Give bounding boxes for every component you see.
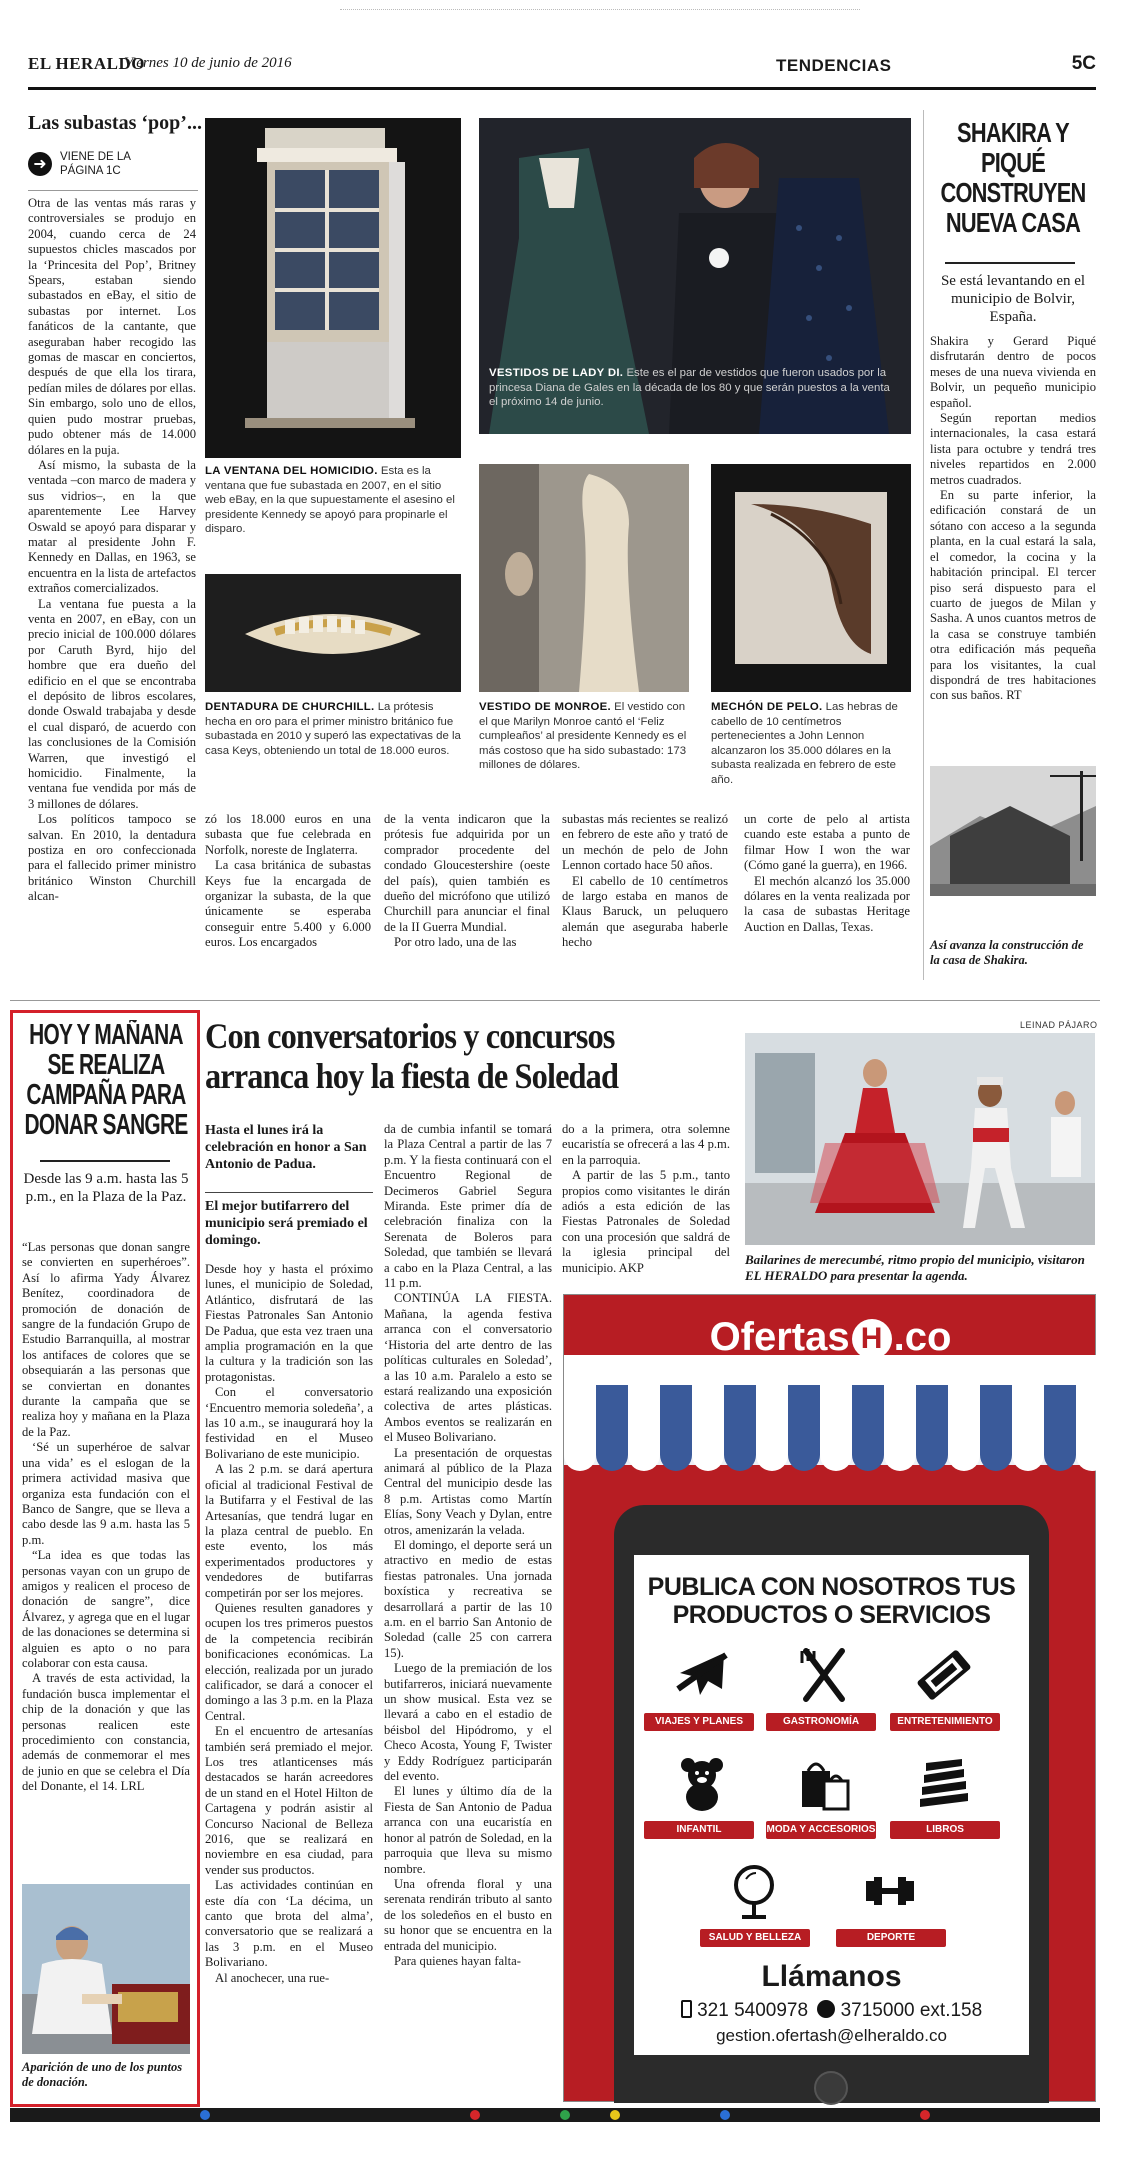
vestidos-caption — [489, 366, 901, 410]
ad-cta: Llámanos — [761, 1960, 902, 1993]
category-button[interactable]: DEPORTE — [836, 1929, 946, 1947]
subastas-jump[interactable] — [28, 150, 188, 184]
paragraph: Las actividades continúan en este día con ‘La décima, un canto que brota del alma’, conversatorio que se realizará a las 3 p.m. en el Museo Bolivariano. — [205, 1878, 373, 1970]
sangre-headline — [18, 1020, 194, 1140]
section-divider — [10, 1000, 1100, 1001]
paragraph: Los políticos tampoco se salvan. En 2010, la dentadura postiza en oro confeccionada para el fallecido primer ministro británico Winston Churchill alcan- — [28, 812, 196, 904]
paragraph: Luego de la premiación de los butifarreros, iniciará nuevamente un show musical. Esta vez se llevará a cabo en el estadio de béisbol del Hipódromo, y el Checo Acosta, Young F, Twister y Eddy Rodríguez participarán del evento. — [384, 1661, 552, 1784]
headline-text: HOY Y MAÑANA SE REALIZA CAMPAÑA PARA DONAR SANGRE — [24, 1020, 188, 1140]
soledad-col-3 — [562, 1122, 730, 1276]
shakira-body — [930, 334, 1096, 704]
paragraph: En el encuentro de artesanías también será premiado el mejor. Los tres atlanticenses más destacados se harán acreedores de un stand en el Hotel Hilton de Cartagena y podrán asistir al Concurso Nacional de Belleza 2016, que se realizará en noviembre en esa ciudad, para vender sus productos. — [205, 1724, 373, 1877]
brand-tld: .co — [893, 1315, 952, 1359]
dentadura-caption — [205, 700, 461, 758]
ad-brand — [564, 1313, 1097, 1361]
soledad-deck-1: Hasta el lunes irá la celebración en honor a San Antonio de Padua. — [205, 1123, 367, 1172]
ventana-caption — [205, 464, 461, 537]
sangre-body — [22, 1240, 190, 1795]
subastas-col-3 — [384, 812, 550, 951]
paragraph: Shakira y Gerard Piqué disfrutarán dentro de pocos meses de una nueva vivienda en Bolvir, un pequeño municipio español. — [930, 334, 1096, 410]
paragraph: CONTINÚA LA FIESTA. Mañana, la agenda festiva arranca con el conversatorio ‘Historia del arte dentro de las políticas culturales en Soledad’, a las 10 a.m. Paralelo a esto se estará realizando una exposición colectiva de artes plásticas. Ambos eventos se realizarán en el Museo Bolivariano. — [384, 1291, 552, 1445]
caption-text: El vestido con el que Marilyn Monroe cantó el ‘Feliz cumpleaños’ al presidente Kennedy es el más costoso que ha sido subastado: 173 millones de dólares. — [479, 701, 687, 771]
caption-title: DENTADURA DE CHURCHILL. — [205, 701, 375, 713]
caption-text: Este es el par de vestidos que fueron usados por la princesa Diana de Gales en la década de los 80 y que serán puestos a la venta el próximo 14 de junio. — [489, 367, 890, 408]
caption-title: VESTIDOS DE LADY DI. — [489, 367, 624, 379]
paragraph: El mechón alcanzó los 35.000 dólares en la venta realizada por la casa de subastas Heritage Auction en Dallas, Texas. — [744, 873, 910, 934]
paragraph: “Las personas que donan sangre se convierten en superhéroes”. Así lo afirma Yady Álvarez Benítez, coordinadora de promoción de donación de sangre de la fundación Grupo de Estudio Barranquilla, al mostrar los antifaces de colores que se obsequiarán a las personas que se conviertan en donantes durante la campaña que se realiza hoy y mañana en la Plaza de la Paz. — [22, 1240, 190, 1439]
mirror-icon — [724, 1861, 784, 1921]
paragraph: do a la primera, otra solemne eucaristía se ofrecerá a las 4 p.m. en la parroquia. — [562, 1122, 730, 1167]
ticket-icon — [914, 1645, 974, 1705]
pelo-photo — [711, 464, 911, 692]
soledad-col-2 — [384, 1122, 552, 1969]
jump-label: VIENE DE LA PÁGINA 1C — [60, 151, 131, 177]
caption-title: LA VENTANA DEL HOMICIDIO. — [205, 465, 378, 477]
paragraph: A las 2 p.m. se dará apertura oficial al tradicional Festival de la Butifarra y el Festival de las Artesanías, que tendrá lugar en la plaza central de pueblo. En este evento, los más experimentados productores y vendedores de butifarras competirán por ser los mejores. — [205, 1462, 373, 1600]
awning-stripes — [564, 1385, 1097, 1495]
donation-point-illustration — [22, 1884, 190, 2054]
paragraph: La presentación de orquestas animará al público de la Plaza Central del municipio desde las 8 p.m. Artistas como Martín Elías, Sony Veach y Dylan, entre otros, amenizarán la velada. — [384, 1445, 552, 1537]
phone-home-button — [814, 2071, 848, 2105]
ad-headline-2: PRODUCTOS O SERVICIOS — [672, 1601, 991, 1629]
shopping-bags-icon — [794, 1753, 854, 1813]
pelo-caption — [711, 700, 911, 787]
teddy-bear-icon — [672, 1753, 732, 1813]
paragraph: Al anochecer, una rue- — [215, 1970, 330, 1985]
subastas-col-1 — [28, 196, 196, 905]
monroe-caption — [479, 700, 689, 773]
phone-number-2: 3715000 ext.158 — [840, 2000, 983, 2021]
hair-illustration — [711, 464, 911, 692]
dancers-photo — [745, 1033, 1095, 1245]
category-button[interactable]: INFANTIL — [644, 1821, 754, 1839]
dentadura-photo — [205, 574, 461, 692]
paragraph: da de cumbia infantil se tomará la Plaza Central a partir de las 7 p.m. Y la fiesta continuará con el Encuentro Regional de Decimeros Gabriel Segura Miranda. Este primer día de celebración finaliza con la Serenata de Boleros para Soledad, que también se llevará a cabo en la Plaza Central, a las 11 p.m. — [384, 1122, 552, 1291]
monroe-dress-illustration — [479, 464, 689, 692]
paragraph: Otra de las ventas más raras y controversiales se produjo en 2004, cuando cerca de 24 supuestos chicles mascados por la ‘Princesita del Pop’, Britney Spears, estaban siendo subastados en eBay, el sitio de subastas por internet. Los fanáticos de la cantante, que aseguraban haber recogido las gomas de mascar en conciertos, después de que ella los tirara, pedían miles de dólares por ellas. Sin embargo, solo uno de ellos, quien pudo mostrar pruebas, pudo obtener más de 14.000 dólares en la puja. — [28, 196, 196, 457]
brand-h-badge: H — [852, 1319, 892, 1359]
paragraph: El domingo, el deporte será un atractivo en medio de estas fiestas patronales. Una jornada boxística y recreativa se desarrollará a partir de las 10 a.m. en el barrio San Antonio de Soledad (calle 25 con carrera 15). — [384, 1537, 552, 1660]
paragraph: Para quienes hayan falta- — [394, 1953, 521, 1968]
telephone-icon — [817, 2000, 835, 2018]
dumbbell-icon — [860, 1861, 920, 1921]
subastas-col-2 — [205, 812, 371, 951]
category-button[interactable]: GASTRONOMÍA — [766, 1713, 876, 1731]
arrow-right-icon: ➜ — [28, 152, 52, 176]
paragraph: En su parte inferior, la edificación constará de un sótano con acceso a la segunda planta, en la cual estará la sala, el comedor, la cocina y la habitación principal. El tercer piso será dispuesto para el cuarto de juegos de Milan y Sasha. A unos cuantos metros de la casa se construye también otra edificación más pequeña para los visitantes, la cual dispondrá de tres habitaciones con sus baños. RT — [930, 488, 1096, 703]
category-button[interactable]: VIAJES Y PLANES — [644, 1713, 754, 1731]
paragraph: Por otro lado, una de las — [394, 935, 517, 950]
headline-line-1: Con conversatorios y concursos — [205, 1016, 615, 1056]
brand-name: Ofertas — [709, 1315, 850, 1359]
phone-screen — [634, 1555, 1029, 2055]
dancers-caption: Bailarines de merecumbé, ritmo propio del municipio, visitaron EL HERALDO para presentar la agenda. — [745, 1252, 1085, 1283]
caption-text: Las hebras de cabello de 10 centímetros pertenecientes a John Lennon alcanzaron los 35.000 dólares en la subasta realizada en febrero de este año. — [711, 701, 898, 786]
ad-phones[interactable] — [634, 1999, 1029, 2023]
category-button[interactable]: SALUD Y BELLEZA — [700, 1929, 810, 1947]
paragraph: ‘Sé un superhéroe de salvar una vida’ es el eslogan de la primera actividad masiva que organiza esta fundación con el Banco de Sangre, que se lleva a cabo desde las 9 a.m. hasta las 5 p.m. — [22, 1440, 190, 1547]
sangre-photo — [22, 1884, 190, 2054]
paragraph: La casa británica de subastas Keys fue la encargada de organizar la subasta, de la que únicamente se esperaba conseguir entre 5.400 y 6.000 euros. Los encargados — [205, 858, 371, 950]
ventana-photo — [205, 118, 461, 458]
paragraph: Una ofrenda floral y una serenata rendirán tributo al santo de los soledeños en el busto en su honor que se encuentra en la entrada del municipio. — [384, 1876, 552, 1953]
sangre-deck: Desde las 9 a.m. hasta las 5 p.m., en la Plaza de la Paz. — [23, 1171, 189, 1205]
caption-text: Esta es la ventana que fue subastada en 2007, en el sitio web eBay, en la que supuestamente el asesino el presidente Kennedy se apoyó para propinarle el disparo. — [205, 465, 455, 535]
page-header — [28, 52, 1096, 90]
paragraph: El cabello de 10 centímetros de largo estaba en manos de Klaus Baruck, un peluquero alemán que aseguraba haberle hecho — [562, 873, 728, 950]
soledad-deck-2: El mejor butifarrero del municipio será premiado el domingo. — [205, 1199, 368, 1248]
top-scan-strip — [340, 0, 860, 10]
window-illustration — [205, 118, 461, 458]
phone-number-1: 321 5400978 — [697, 2000, 809, 2021]
fork-knife-icon — [794, 1645, 854, 1705]
soledad-col-1 — [205, 1262, 373, 1986]
awning — [564, 1385, 1097, 1495]
paragraph: zó los 18.000 euros en una subasta que fue celebrada en Norfolk, noreste de Inglaterra. — [205, 812, 371, 857]
section-name: TENDENCIAS — [776, 56, 892, 75]
ofertas-ad[interactable] — [563, 1294, 1096, 2102]
paragraph: El lunes y último día de la Fiesta de San Antonio de Padua arranca con una eucaristía en honor al patrón de Soledad, en la parroquia que lleva su mismo nombre. — [384, 1784, 552, 1876]
ad-email[interactable]: gestion.ofertash@elheraldo.co — [716, 2026, 947, 2045]
vestidos-photo — [479, 118, 911, 434]
subastas-title: Las subastas ‘pop’... — [28, 112, 202, 134]
airplane-icon — [672, 1645, 732, 1705]
caption-title: VESTIDO DE MONROE. — [479, 701, 611, 713]
paragraph: Con el conversatorio ‘Encuentro memoria soledeña’, a las 10 a.m., se inaugurará hoy la festividad en el Museo Bolivariano de este municipio. — [205, 1385, 373, 1461]
paragraph: de la venta indicaron que la prótesis fue adquirida por un comprador procedente del condado Gloucestershire (oeste del país), quien también es dueño del micrófono que utilizó Churchill para anunciar el final de la II Guerra Mundial. — [384, 812, 550, 934]
house-construction-illustration — [930, 766, 1096, 896]
paragraph: un corte de pelo al artista cuando este estaba a punto de filmar How I won the war (Cómo gané la guerra), en 1966. — [744, 812, 910, 873]
books-icon — [914, 1753, 974, 1813]
paragraph: Así mismo, la subasta de la ventada –con marco de madera y sus vidrios–, en la que aparentemente Lee Harvey Oswald se apoyó para disparar y matar al presidente John F. Kennedy en Dallas, en 1963, se encuentra en la lista de artefactos extraños comercializados. — [28, 457, 196, 596]
divider — [205, 1192, 373, 1193]
denture-illustration — [205, 574, 461, 692]
paragraph: Desde hoy y hasta el próximo lunes, el municipio de Soledad, Atlántico, disfrutará de las Fiestas Patronales San Antonio De Padua, que esta vez traen una amplia programación en la que la cultura y la tradición son las protagonistas. — [205, 1262, 373, 1384]
shakira-house-photo — [930, 766, 1096, 896]
shakira-deck: Se está levantando en el municipio de Bolvir, España. — [940, 273, 1086, 325]
shakira-headline — [930, 118, 1096, 238]
paragraph: La ventana fue puesta a la venta en 2007, en eBay, con un precio inicial de 100.000 dólares por Caruth Byrd, hijo del hombre que era dueño del edificio en el que se encontraba el depósito de libros escolares, donde Oswald trabajaba y desde el cual disparó, de acuerdo con las conclusiones de la Comisión Warren, que investigó el homicidio. Finalmente, la ventana fue vendida por más de 3 millones de dólares. — [28, 596, 196, 811]
caption-text: La prótesis hecha en oro para el primer ministro británico fue subastada en 2010 y superó las expectativas de la casa Keys, obteniendo un total de 18.000 euros. — [205, 701, 461, 757]
monroe-photo — [479, 464, 689, 692]
paragraph: Quienes resulten ganadores y ocupen los tres primeros puestos de la competencia recibirán bonificaciones económicas. La elección, realizada por un jurado calificador, se dará a conocer el domingo a las 3 p.m. en la Plaza Central. — [205, 1600, 373, 1723]
soledad-headline — [205, 1016, 735, 1096]
headline-text: SHAKIRA Y PIQUÉ CONSTRUYEN NUEVA CASA — [940, 117, 1086, 238]
paper-name: EL HERALDO — [28, 54, 145, 73]
paragraph: Según reportan medios internacionales, la casa estará lista para octubre y tendrá tres niveles repartidos en 2.000 metros cuadrados. — [930, 411, 1096, 487]
paragraph: A través de esta actividad, la fundación busca implementar el chip de la donación y que las personas realicen este procedimiento con constancia, además de conmemorar el mes de junio en que se celebra el Día del Donante, el 14. LRL — [22, 1671, 190, 1794]
category-button[interactable]: LIBROS — [890, 1821, 1000, 1839]
shakira-caption: Así avanza la construcción de la casa de Shakira. — [930, 938, 1084, 967]
phone-frame — [614, 1505, 1049, 2103]
paragraph: A partir de las 5 p.m., tanto propios como visitantes le dirán adiós a esta edición de las Fiestas Patronales de Soledad con una procesión que saldrá de la iglesia principal del municipio. AKP — [562, 1168, 730, 1275]
divider — [28, 190, 198, 191]
dancers-illustration — [745, 1033, 1095, 1245]
registration-marks — [0, 2108, 1129, 2122]
column-divider — [923, 110, 924, 980]
page-number: 5C — [1071, 53, 1096, 74]
mobile-phone-icon — [681, 2000, 692, 2018]
paragraph: “La idea es que todas las personas vayan con un grupo de amigos y realicen el proceso de donación de sangre”, dice Álvarez, y agrega que en el lugar de las donaciones se determina si alguien es apto o no para colaborar con esta causa. — [22, 1548, 190, 1670]
category-button[interactable]: MODA Y ACCESORIOS — [766, 1821, 876, 1839]
paragraph: subastas más recientes se realizó en febrero de este año y trató de un mechón de pelo de John Lennon cortado hace 50 años. — [562, 812, 728, 873]
subastas-col-4 — [562, 812, 728, 951]
headline-line-2: arranca hoy la fiesta de Soledad — [205, 1056, 619, 1096]
sangre-caption: Aparición de uno de los puntos de donación. — [22, 2060, 183, 2089]
divider — [40, 1160, 170, 1162]
caption-title: MECHÓN DE PELO. — [711, 701, 823, 713]
photo-credit: LEINAD PÁJARO — [1020, 1020, 1098, 1030]
category-button[interactable]: ENTRETENIMIENTO — [890, 1713, 1000, 1731]
subastas-col-5 — [744, 812, 910, 935]
header-date: Viernes 10 de junio de 2016 — [124, 55, 292, 71]
divider — [945, 262, 1075, 264]
ad-headline-1: PUBLICA CON NOSOTROS TUS — [647, 1573, 1016, 1601]
